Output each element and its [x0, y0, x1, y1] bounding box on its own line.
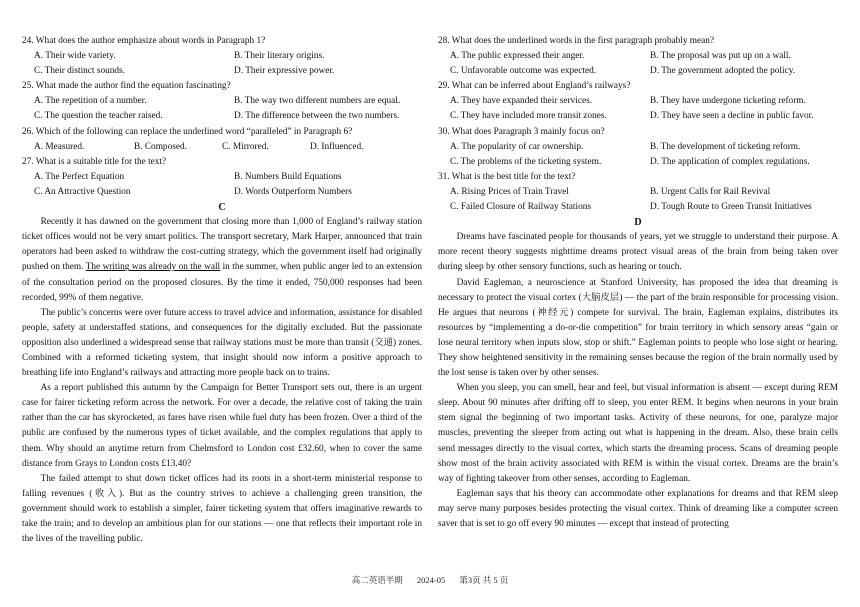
options-25: [22, 109, 422, 124]
option: B. The development of ticketing reform.: [650, 141, 801, 152]
option: D. Tough Route to Green Transit Initiatives: [650, 202, 812, 213]
question-27: 27. What is a suitable title for the text?: [22, 156, 167, 167]
option: D. The government adopted the policy.: [650, 66, 796, 77]
passage-paragraph: Eagleman says that his theory can accommodate other explanations for dreams and that REM sleep may serve many purposes besides protecting the visual cortex. Think of dreaming like a computer screen saver that is set to go off every 90 minutes — except that instead of protecting: [438, 488, 838, 529]
section-heading: D: [634, 217, 642, 229]
text: Recently it has dawned on the government that closing more than 1,000 of England’s railway station ticket offices would not be very smart politics. The transport secretary, Mark Harper, announced that train operators had been asked to withdraw the cost-cutting strategy, which the government itself had originally pushed on them.: [22, 217, 422, 273]
options-30: [438, 155, 838, 170]
options-28: [438, 64, 838, 79]
option: B. The way two different numbers are equal.: [234, 96, 401, 107]
left-column: [22, 34, 422, 547]
option: C. Their distinct sounds.: [34, 66, 125, 77]
option: C. Mirrored.: [222, 141, 269, 152]
option: A. The repetition of a number.: [34, 96, 147, 107]
options-25: [22, 94, 422, 109]
option: B. Composed.: [134, 141, 187, 152]
option: A. Rising Prices of Train Travel: [450, 186, 569, 197]
passage-paragraph: The public’s concerns were over future access to travel advice and information, assistance for disabled people, safety at understaffed stations, and consequences for the digitally excluded. But the passionate opposition also underlined a widespread sense that railway stations must be more than transit (交通) zones. Combined with a reformed ticketing system, that insight should now inform a positive approach to breathing life into England’s railways and attracting more people back on to trains.: [22, 307, 422, 379]
option: B. Numbers Build Equations: [234, 171, 342, 182]
option: C. Failed Closure of Railway Stations: [450, 202, 591, 213]
options-28: [438, 49, 838, 64]
option: B. The proposal was put up on a wall.: [650, 51, 791, 62]
option: A. The Perfect Equation: [34, 171, 125, 182]
question-25: 25. What made the author find the equation fascinating?: [22, 81, 231, 92]
options-27: [22, 185, 422, 200]
option: A. Their wide variety.: [34, 51, 116, 62]
page-footer: [0, 574, 860, 586]
option: C. The question the teacher raised.: [34, 111, 163, 122]
question-28: 28. What does the underlined words in the first paragraph probably mean?: [438, 36, 715, 46]
option: D. The application of complex regulations.: [650, 156, 810, 167]
option: C. They have included more transit zones.: [450, 111, 607, 122]
options-31: [438, 200, 838, 215]
option: D. Their expressive power.: [234, 66, 335, 77]
passage-paragraph: The failed attempt to shut down ticket offices had its roots in a short-term ministerial response to falling revenues (收入). But as the country strives to achieve a challenging green transition, the government should work to establish a simpler, fairer ticketing system that offers imaginative rewards to take the train; and to develop an ambitious plan for our stations — one that reflects their important role in the lives of the travelling public.: [22, 473, 422, 545]
passage-paragraph: David Eagleman, a neuroscience at Stanford University, has proposed the idea that dreaming is necessary to protect the visual cortex (大脑皮层) — the part of the brain responsible for processing vision. He argues that neurons (神经元) compete for survival. The brain, Eagleman explains, distributes its resources by “implementing a do-or-die competition” for brain territory in which sensory areas “gain or lose neural territory when inputs slow, stop or shift.” Eagleman points to people who lose sight or hearing. They show heightened sensitivity in the remaining senses because the region of the brain normally used by the lost sense is taken over by other senses.: [438, 277, 838, 379]
question-24: 24. What does the author emphasize about words in Paragraph 1?: [22, 36, 266, 46]
options-26: [22, 140, 422, 155]
options-29: [438, 109, 838, 124]
option: B. They have undergone ticketing reform.: [650, 96, 806, 107]
option: A. The popularity of car ownership.: [450, 141, 584, 152]
option: C. An Attractive Question: [34, 186, 131, 197]
question-30: 30. What does Paragraph 3 mainly focus on?: [438, 126, 605, 137]
underlined-phrase: The writing was already on the wall: [85, 262, 221, 273]
passage-paragraph: Dreams have fascinated people for thousands of years, yet we struggle to understand their purpose. A more recent theory suggests nighttime dreams protect visual areas of the brain from being taken over during sleep by other sensory functions, such as hearing or touch.: [438, 232, 838, 273]
right-column: [438, 34, 838, 532]
options-24: [22, 49, 422, 64]
options-30: [438, 140, 838, 155]
passage-paragraph: [22, 215, 422, 306]
text: in the summer, when public anger led to an extension of the consultation period on the proposed closures. By the time it ended, 750,000 responses had been recorded, 99% of them negative.: [22, 262, 423, 303]
option: A. The public expressed their anger.: [450, 51, 585, 62]
option: B. Their literary origins.: [234, 51, 325, 62]
option: A. Measured.: [34, 141, 85, 152]
options-29: [438, 94, 838, 109]
question-26: 26. Which of the following can replace the underlined word “paralleled” in Paragraph 6?: [22, 126, 353, 137]
option: D. Words Outperform Numbers: [234, 186, 352, 197]
footer-date: 2024-05: [416, 575, 446, 585]
question-31: 31. What is the best title for the text?: [438, 171, 576, 182]
passage-paragraph: As a report published this autumn by the Campaign for Better Transport sets out, there is an urgent case for fairer ticketing reform across the network. For over a decade, the relative cost of taking the train rather than the car has skyrocketed, as fares have risen while fuel duty has been frozen. Over a third of the public are confused by the numerous types of ticket available, and the complex regulations that apply to them. Why should an anytime return from Chelmsford to London cost £32.60, when to cover the same distance from Grays to London costs £13.40?: [22, 383, 422, 469]
footer-course: 高二英语半期: [351, 575, 403, 585]
option: C. The problems of the ticketing system.: [450, 156, 602, 167]
option: A. They have expanded their services.: [450, 96, 593, 107]
options-24: [22, 64, 422, 79]
option: D. The difference between the two numbers.: [234, 111, 400, 122]
options-31: [438, 185, 838, 200]
passage-paragraph: When you sleep, you can smell, hear and feel, but visual information is absent — except during REM sleep. About 90 minutes after drifting off to sleep, you enter REM. It begins when neurons in your brain stem signal the beginning of two important tasks. Activity of these neurons, for one, paralyze major muscles, preventing the sleeper from acting out what is happening in the dream. Also, these brain cells send messages directly to the visual cortex, which starts the dreaming process. Scans of dreaming people show most of the brain activity associated with REM is within the visual cortex. Dreams are the brain’s way of fighting takeover from other senses, according to Eagleman.: [438, 383, 838, 484]
option: D. Influenced.: [310, 141, 364, 152]
option: C. Unfavorable outcome was expected.: [450, 66, 597, 77]
question-29: 29. What can be inferred about England’s railways?: [438, 81, 631, 92]
footer-page-number: 第3页 共 5 页: [459, 575, 509, 585]
section-heading: C: [218, 202, 226, 214]
option: B. Urgent Calls for Rail Revival: [650, 186, 771, 197]
option: D. They have seen a decline in public favor.: [650, 111, 814, 122]
options-27: [22, 170, 422, 185]
